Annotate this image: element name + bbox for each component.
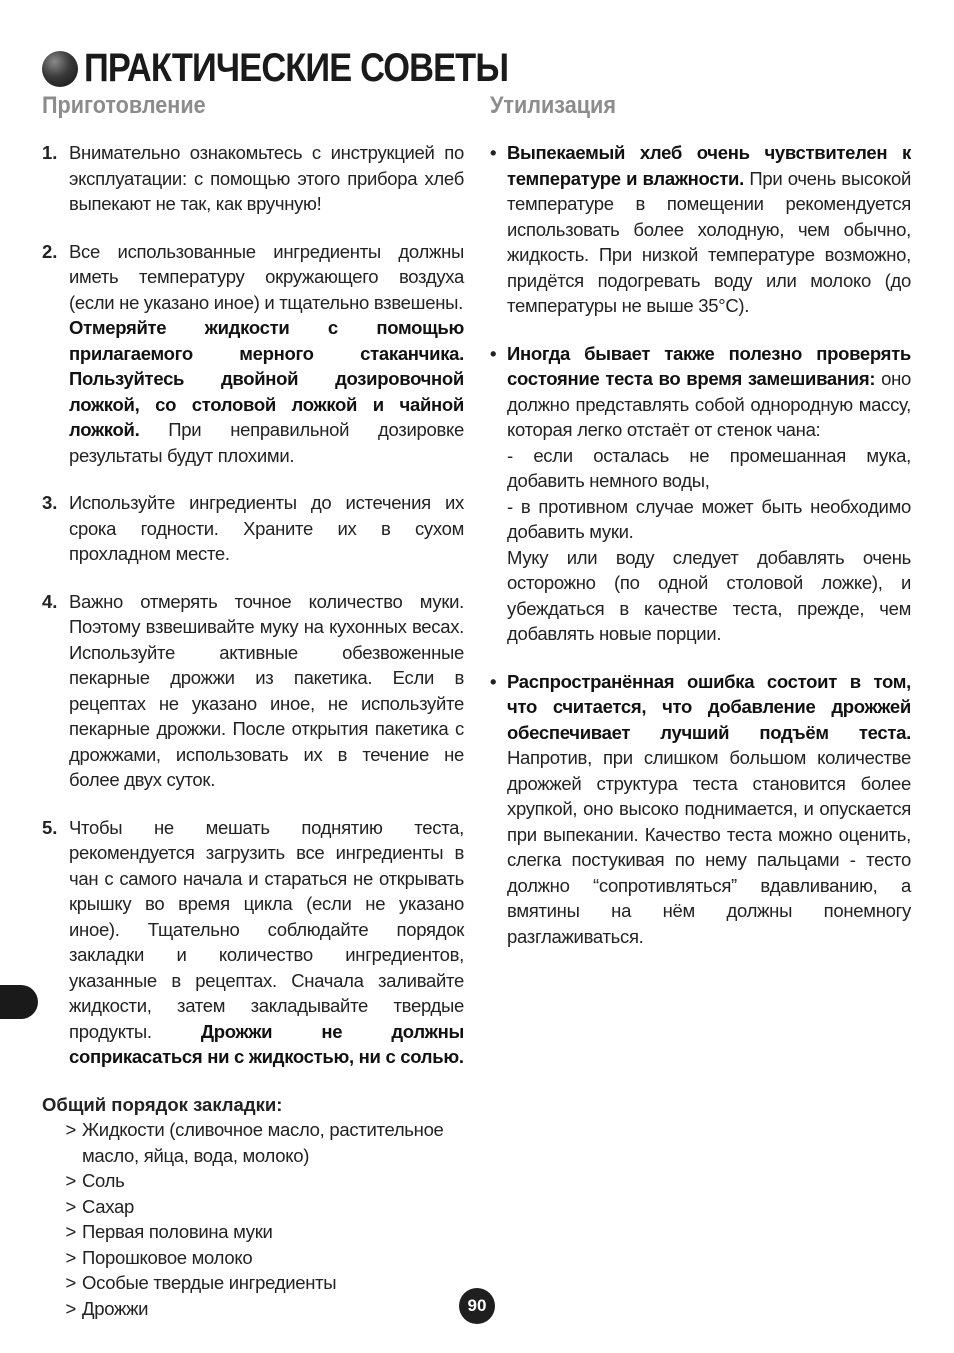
bullet-text [507,341,911,443]
bullet-dot-icon: • [490,142,497,163]
page-number-badge: 90 [459,1288,495,1324]
item-text-body: Чтобы не мешать поднятию теста, рекомендуется загрузить все ингредиенты в чан с самого начала и стараться не открывать крышку во время цикла (если не указано иное). Тщательно соблюдайте порядок закладки и количество ингредиентов, указанные в рецептах. Сначала заливайте жидкости, затем закладывайте твердые продукты. [69,816,464,1042]
bullet-item [490,669,911,950]
bullet-text [507,669,911,950]
item-text-tail: При неправильной дозировке результаты будут плохими. [69,419,464,466]
bold-text: Распространённая ошибка состоит в том, что считается, что добавление дрожжей обеспечивает лучший подъём теста. [507,670,911,743]
arrow-marker-icon: > [65,1119,76,1140]
item-text [69,815,464,1070]
bullet-text [507,140,911,319]
numbered-item [42,140,464,217]
list-item [42,1117,464,1168]
list-item-text: Жидкости (сливочное масло, растительное масло, яйца, вода, молоко) [82,1119,444,1166]
list-item-text: Соль [82,1170,125,1191]
bullet-text-body: При очень высокой температуре в помещении рекомендуется использовать более холодную, чем обычно, жидкость. При низкой температуре возможно, придётся подогревать воду или молоко (до температуры не выше 35°C). [507,167,911,316]
section-heading-disposal: Утилизация [490,92,616,119]
right-column [490,90,911,971]
list-item [42,1270,464,1296]
arrow-marker-icon: > [65,1195,76,1217]
list-item [42,1245,464,1271]
item-text: Используйте ингредиенты до истечения их срока годности. Храните их в сухом прохладном месте. [69,492,464,564]
section-heading-preparation: Приготовление [42,92,206,119]
arrow-marker-icon: > [65,1170,76,1191]
item-number: 5. [42,816,58,838]
list-item-text: Дрожжи [82,1297,149,1319]
item-number: 1. [42,142,58,163]
item-number: 2. [42,240,58,262]
arrow-marker-icon: > [65,1246,76,1268]
bold-text: Иногда бывает также полезно проверять состояние теста во время замешивания: [507,342,911,389]
bullet-text-line: - если осталась не промешанная мука, добавить немного воды, [507,444,911,491]
bullet-dot-icon: • [490,342,497,364]
page-header [42,40,577,96]
left-column [42,90,464,1321]
item-number: 4. [42,590,58,612]
numbered-item [42,589,464,793]
language-side-tab [0,985,38,1019]
list-item-text: Особые твердые ингредиенты [82,1272,337,1293]
arrow-marker-icon: > [65,1221,76,1242]
bullet-text-line: - в противном случае может быть необходимо добавить муки. [507,495,911,542]
bullet-text-body: Напротив, при слишком большом количестве дрожжей структура теста становится более хрупкой, оно высоко поднимается, и опускается при выпекании. Качество теста можно оценить, слегка постукивая по нему пальцами - тесто должно “сопротивляться” вдавливанию, а вмятины на нём должны понемногу разглаживаться. [507,747,911,947]
numbered-item [42,490,464,567]
list-item [42,1219,464,1245]
arrow-marker-icon: > [65,1272,76,1293]
bold-text: Дрожжи не должны соприкасаться ни с жидкостью, ни с солью. [69,1020,464,1067]
arrow-marker-icon: > [65,1297,76,1319]
list-item [42,1296,464,1322]
bullet-item [490,341,911,647]
list-item [42,1194,464,1220]
bold-text: Выпекаемый хлеб очень чувствителен к температуре и влажности. [507,142,911,189]
loading-order-title: Общий порядок закладки: [42,1093,283,1115]
item-text: Внимательно ознакомьтесь с инструкцией по эксплуатации: с помощью этого прибора хлеб выпекают не так, как вручную! [69,142,464,214]
item-number: 3. [42,492,58,513]
bullet-text-body: оно должно представлять собой однородную массу, которая легко отстаёт от стенок чана: [507,368,911,440]
bullet-text-line: Муку или воду следует добавлять очень осторожно (по одной столовой ложке), и убеждаться в качестве теста, прежде, чем добавлять новые порции. [507,546,911,644]
list-item-text: Первая половина муки [82,1221,273,1242]
bold-text: Отмеряйте жидкости с помощью прилагаемого мерного стаканчика. Пользуйтесь двойной дозировочной ложкой, со столовой ложкой и чайной ложкой. [69,317,464,440]
bullet-item [490,140,911,319]
list-item [42,1168,464,1194]
item-text: Все использованные ингредиенты должны иметь температуру окружающего воздуха (если не указано иное) и тщательно взвешены. [69,240,464,313]
item-text-emphasis [69,315,464,468]
item-text: Важно отмерять точное количество муки. Поэтому взвешивайте муку на кухонных весах. Используйте активные обезвоженные пекарные дрожжи из пакетика. Если в рецептах не указано иное, не используйте пекарные дрожжи. После открытия пакетика с дрожжами, использовать их в течение не более двух суток. [69,590,464,790]
page-title: ПРАКТИЧЕСКИЕ СОВЕТЫ [84,45,509,90]
list-item-text: Сахар [82,1195,134,1217]
numbered-item [42,815,464,1070]
title-bullet-icon [42,51,78,87]
bullet-dot-icon: • [490,670,497,692]
loading-order-list [42,1117,464,1321]
list-item-text: Порошковое молоко [82,1246,253,1268]
numbered-item [42,239,464,469]
